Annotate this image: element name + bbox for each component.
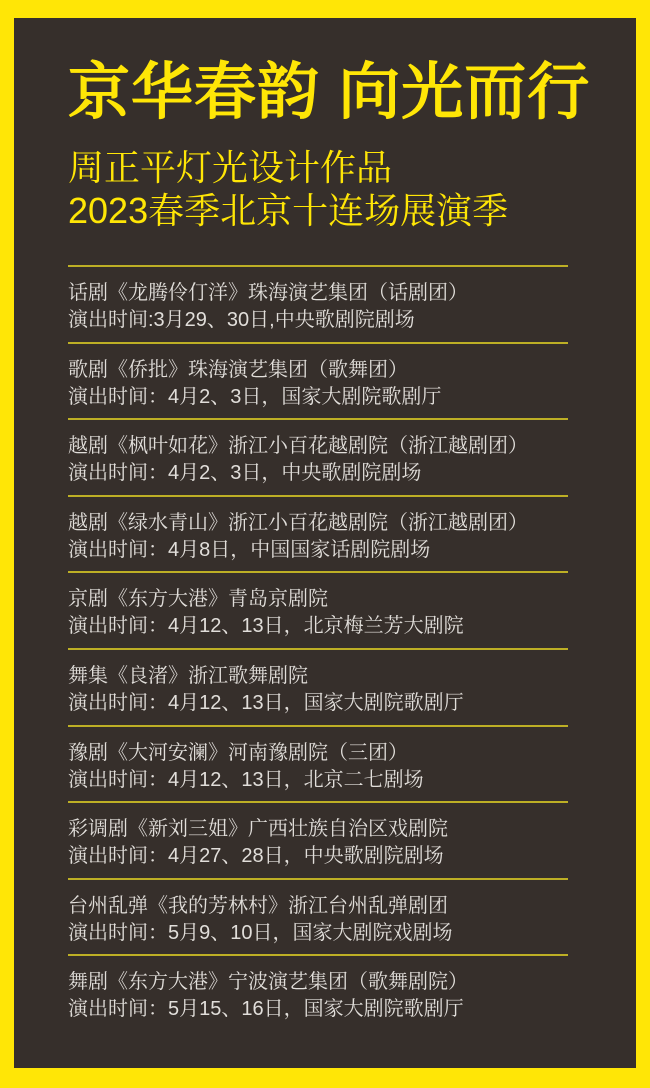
event-title: 越剧《绿水青山》浙江小百花越剧院（浙江越剧团） — [68, 511, 528, 534]
event-title: 京剧《东方大港》青岛京剧院 — [68, 588, 328, 611]
event-time: 演出时间：4月2、3日，国家大剧院歌剧厅 — [68, 385, 442, 408]
event-time: 演出时间：4月12、13日，国家大剧院歌剧厅 — [68, 691, 464, 714]
event-title: 越剧《枫叶如花》浙江小百花越剧院（浙江越剧团） — [68, 435, 528, 458]
event-title: 歌剧《侨批》珠海演艺集团（歌舞团） — [68, 358, 408, 381]
event-time: 演出时间：4月8日，中国国家话剧院剧场 — [68, 538, 431, 561]
event-item-4 — [68, 495, 568, 572]
subtitle-designer: 周正平灯光设计作品 — [68, 147, 393, 188]
event-item-8 — [68, 801, 568, 878]
event-title: 豫剧《大河安澜》河南豫剧院（三团） — [68, 741, 408, 764]
event-item-9 — [68, 878, 568, 955]
event-item-3 — [68, 418, 568, 495]
event-item-6 — [68, 648, 568, 725]
event-title: 舞剧《东方大港》宁波演艺集团（歌舞剧院） — [68, 971, 468, 994]
event-time: 演出时间:3月29、30日,中央歌剧院剧场 — [68, 309, 415, 331]
event-title: 台州乱弹《我的芳林村》浙江台州乱弹剧团 — [68, 894, 448, 917]
event-item-7 — [68, 725, 568, 802]
event-time: 演出时间：4月12、13日，北京梅兰芳大剧院 — [68, 615, 464, 638]
event-title: 彩调剧《新刘三姐》广西壮族自治区戏剧院 — [68, 818, 448, 841]
event-item-2 — [68, 342, 568, 419]
event-time: 演出时间：5月9、10日，国家大剧院戏剧场 — [68, 921, 453, 944]
event-time: 演出时间：4月27、28日，中央歌剧院剧场 — [68, 845, 444, 868]
event-time: 演出时间：4月2、3日，中央歌剧院剧场 — [68, 462, 422, 485]
event-list — [68, 265, 568, 1031]
event-item-1 — [68, 265, 568, 342]
event-title: 舞集《良渚》浙江歌舞剧院 — [68, 664, 308, 687]
event-item-10 — [68, 954, 568, 1031]
event-time: 演出时间：4月12、13日，北京二七剧场 — [68, 768, 424, 791]
poster-panel — [14, 18, 636, 1068]
event-title: 话剧《龙腾伶仃洋》珠海演艺集团（话剧团） — [68, 282, 468, 304]
event-item-5 — [68, 571, 568, 648]
poster-header — [68, 60, 636, 232]
event-time: 演出时间：5月15、16日，国家大剧院歌剧厅 — [68, 998, 464, 1021]
main-title: 京华春韵 向光而行 — [68, 58, 591, 127]
subtitle-season: 2023春季北京十连场展演季 — [68, 190, 509, 231]
